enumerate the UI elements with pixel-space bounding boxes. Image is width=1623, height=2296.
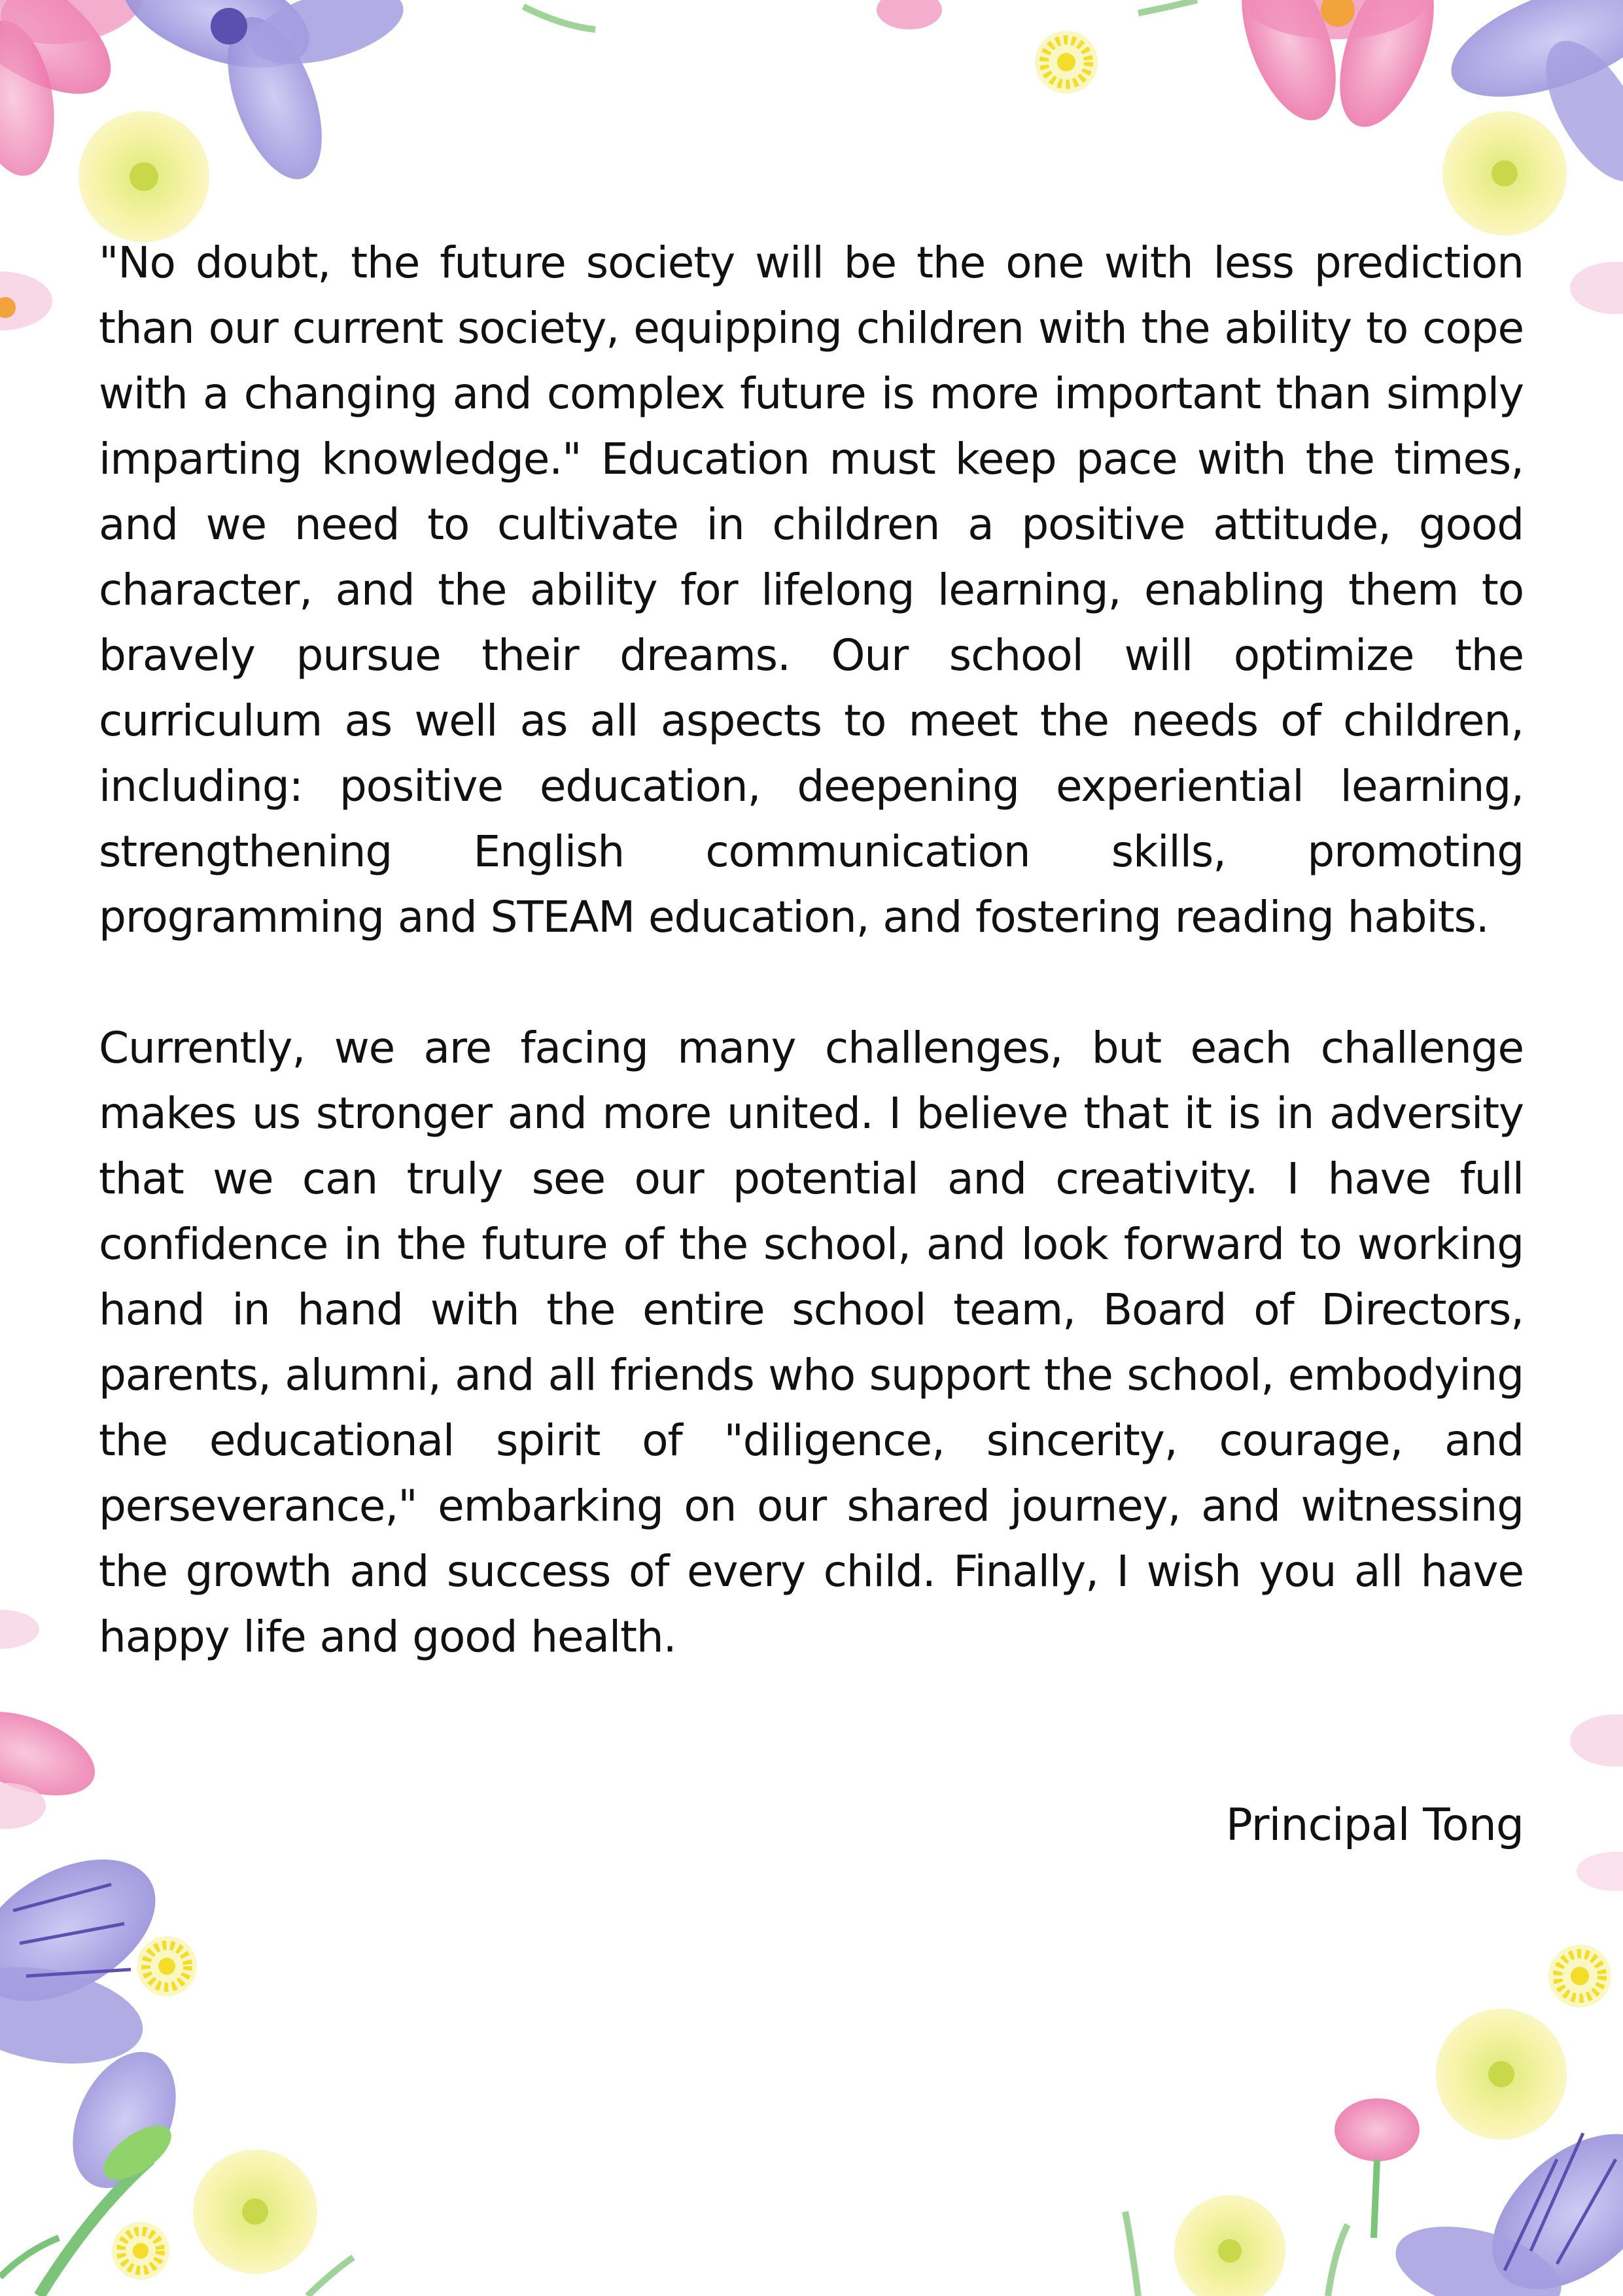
pink-flower-icon: [1570, 1714, 1623, 1891]
pink-flower-icon: [1223, 0, 1453, 139]
leaf-icon: [523, 0, 1197, 29]
small-yellow-daisy-icon: [1035, 31, 1098, 94]
paragraph-education-vision: "No doubt, the future society will be the one with less prediction than our current society, equipping children with the ability to cope with a changing and complex future is more important than simply imparting knowledge." Education must keep pace with the times, and we need to cultivate in children a positive attitude, good character, and the ability for lifelong learning, enabling them to bravely pursue their dreams. Our school will optimize the curriculum as well as all aspects to meet the needs of children, including: positive education, deepening experiential learning, strengthening English communication skills, promoting programming and STEAM education, and fostering reading habits.: [99, 238, 1524, 942]
pink-flower-icon: [0, 272, 52, 330]
pink-flower-icon: [0, 1610, 106, 1829]
small-yellow-daisy-icon: [137, 1936, 197, 1996]
yellow-flower-icon: [193, 2149, 317, 2274]
yellow-flower-icon: [1442, 111, 1567, 236]
small-yellow-daisy-icon: [1548, 1945, 1611, 2007]
signature: Principal Tong: [1225, 1799, 1524, 1851]
yellow-flower-icon: [79, 111, 209, 242]
pink-flower-icon: [1335, 2098, 1420, 2238]
paragraph-challenges-closing: Currently, we are facing many challenges, but each challenge makes us stronger and more united. I believe that it is in adversity that we can truly see our potential and creativity. I have full confidence in the future of the school, and look forward to working hand in hand with the entire school team, Board of Directors, parents, alumni, and all friends who support the school, embodying the educational spirit of "diligence, sincerity, courage, and perseverance," embarking on our shared journey, and witnessing the growth and success of every child. Finally, I wish you all have happy life and good health.: [99, 1023, 1524, 1662]
small-yellow-daisy-icon: [112, 2222, 169, 2280]
pink-flower-icon: [1570, 262, 1623, 314]
yellow-flower-icon: [1174, 2195, 1285, 2296]
letter-body: [99, 230, 1524, 1670]
pink-flower-icon: [877, 0, 942, 29]
yellow-flower-icon: [1436, 2009, 1567, 2140]
